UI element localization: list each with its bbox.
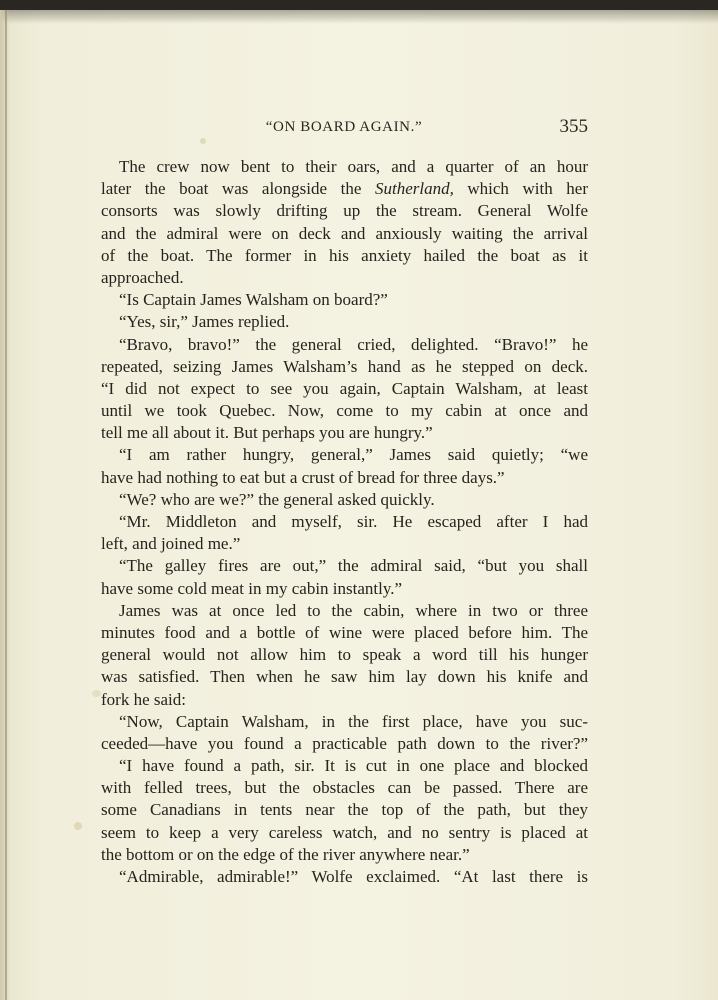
text-line: of the boat. The former in his anxiety hailed the boat as it [101, 245, 588, 265]
text-line: some Canadians in tents near the top of the path, but they [101, 800, 588, 820]
text-line: “We? who are we?” the general asked quickly. [119, 489, 435, 509]
paper-speck [74, 822, 82, 830]
text-line: “I am rather hungry, general,” James said quietly; “we [119, 445, 588, 465]
running-head [100, 116, 588, 140]
text-line: and the admiral were on deck and anxiously waiting the arrival [101, 223, 588, 243]
page-top-shadow [0, 10, 718, 24]
text-line: have had nothing to eat but a crust of bread for three days.” [101, 467, 505, 487]
text-line: tell me all about it. But perhaps you are hungry.” [101, 423, 433, 443]
text-line: “I have found a path, sir. It is cut in one place and blocked [119, 756, 588, 776]
text-line: “The galley fires are out,” the admiral said, “but you shall [119, 556, 588, 576]
text-line: James was at once led to the cabin, where in two or three [119, 600, 588, 620]
paper-speck [92, 690, 101, 697]
text-line: later the boat was alongside the Sutherland, which with her [101, 179, 588, 199]
text-line: left, and joined me.” [101, 534, 241, 554]
text-line: The crew now bent to their oars, and a quarter of an hour [119, 157, 588, 176]
book-page [0, 10, 718, 1000]
text-line: “Yes, sir,” James replied. [119, 312, 290, 332]
text-line: repeated, seizing James Walsham’s hand as he stepped on deck. [101, 356, 588, 376]
text-line: ceeded—have you found a practicable path down to the river?” [101, 733, 588, 753]
text-line: approached. [101, 267, 184, 287]
text-line: have some cold meat in my cabin instantly.” [101, 578, 403, 598]
ship-name: Sutherland, [374, 179, 454, 199]
text-line: minutes food and a bottle of wine were placed before him. The [101, 622, 588, 642]
body-text [101, 156, 588, 888]
text-line: consorts was slowly drifting up the stream. General Wolfe [101, 201, 588, 221]
text-line: “Admirable, admirable!” Wolfe exclaimed. “At last there is [119, 867, 588, 886]
running-head-title: “ON BOARD AGAIN.” [265, 119, 423, 135]
text-line: “I did not expect to see you again, Captain Walsham, at least [101, 378, 588, 398]
page-number: 355 [559, 116, 588, 137]
text-line: was satisfied. Then when he saw him lay down his knife and [101, 667, 588, 687]
text-line: “Bravo, bravo!” the general cried, delighted. “Bravo!” he [119, 334, 588, 354]
text-line: the bottom or on the edge of the river anywhere near.” [101, 844, 470, 864]
text-line: fork he said: [101, 689, 186, 709]
text-line: “Now, Captain Walsham, in the first place, have you suc- [119, 711, 588, 731]
text-line: “Is Captain James Walsham on board?” [119, 290, 388, 310]
text-line: general would not allow him to speak a word till his hunger [101, 645, 588, 665]
text-line: with felled trees, but the obstacles can be passed. There are [101, 778, 588, 798]
text-line: “Mr. Middleton and myself, sir. He escaped after I had [119, 512, 588, 531]
page-binding-edge [0, 10, 10, 1000]
text-line: until we took Quebec. Now, come to my cabin at once and [101, 401, 588, 421]
text-line: seem to keep a very careless watch, and no sentry is placed at [101, 822, 588, 842]
